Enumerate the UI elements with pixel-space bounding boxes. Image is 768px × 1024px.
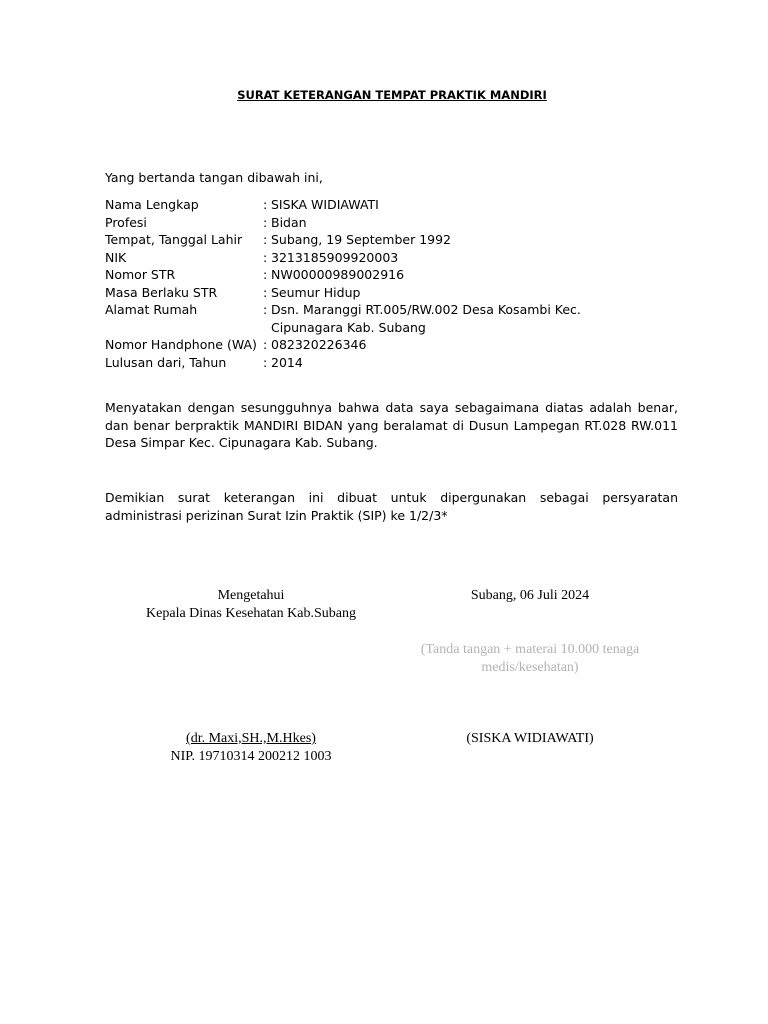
acknowledgement-label: Mengetahui: [217, 588, 285, 603]
field-colon: :: [263, 232, 268, 247]
field-row-masa-berlaku: [105, 284, 631, 302]
field-value: SISKA WIDIAWATI: [271, 197, 379, 212]
field-label: Profesi: [105, 214, 147, 230]
field-colon: :: [263, 197, 268, 212]
field-label: Nama Lengkap: [105, 197, 199, 212]
official-name: [130, 730, 372, 748]
field-value: Bidan: [271, 214, 307, 230]
field-label: Tempat, Tanggal Lahir: [105, 232, 243, 247]
field-value: 2014: [271, 354, 303, 370]
field-row-str: [105, 266, 631, 284]
field-row-ttl: [105, 231, 631, 249]
field-value: NW00000989002916: [271, 267, 405, 282]
signature-stamp-note: (Tanda tangan + materai 10.000 tenaga medis/kesehatan): [420, 642, 640, 675]
field-row-alamat: [105, 301, 631, 336]
place-date: Subang, 06 Juli 2024: [470, 588, 590, 603]
field-colon: :: [263, 337, 268, 352]
field-colon: :: [263, 249, 268, 265]
field-colon: :: [263, 284, 268, 300]
field-label: NIK: [105, 249, 127, 265]
intro-text: Yang bertanda tangan dibawah ini,: [105, 170, 323, 185]
field-row-lulusan: [105, 354, 631, 372]
field-value: 082320226346: [271, 337, 367, 352]
statement-paragraph: Menyatakan dengan sesungguhnya bahwa data saya sebagaimana diatas adalah benar, dan benar berpraktik MANDIRI BIDAN yang beralamat di Dusun Lampegan RT.028 RW.011 Desa Simpar Kec. Cipunagara Kab. Subang.: [105, 400, 678, 450]
field-colon: :: [263, 214, 268, 230]
field-label: Lulusan dari, Tahun: [105, 354, 227, 370]
field-colon: :: [263, 354, 268, 370]
field-value: Dsn. Maranggi RT.005/RW.002 Desa Kosambi Kec. Cipunagara Kab. Subang: [271, 302, 581, 335]
official-nip: NIP. 19710314 200212 1003: [170, 749, 332, 764]
field-row-profesi: [105, 214, 631, 232]
identity-fields: [105, 196, 631, 371]
official-title: Kepala Dinas Kesehatan Kab.Subang: [146, 606, 356, 621]
field-row-handphone: [105, 336, 631, 354]
closing-paragraph: Demikian surat keterangan ini dibuat untuk dipergunakan sebagai persyaratan administrasi perizinan Surat Izin Praktik (SIP) ke 1/2/3*: [105, 490, 678, 523]
field-label: Nomor STR: [105, 267, 176, 282]
field-colon: :: [263, 267, 268, 282]
field-colon: :: [263, 302, 268, 317]
field-label: Alamat Rumah: [105, 302, 198, 317]
signer-name: (SISKA WIDIAWATI): [466, 731, 594, 746]
official-name-text: (dr. Maxi,SH.,M.Hkes): [186, 731, 316, 746]
field-label: Masa Berlaku STR: [105, 284, 218, 300]
field-row-nama: [105, 196, 631, 214]
field-row-nik: [105, 249, 631, 267]
field-value: Subang, 19 September 1992: [271, 232, 452, 247]
field-label: Nomor Handphone (WA): [105, 337, 257, 352]
field-value: 3213185909920003: [271, 249, 399, 265]
document-title: SURAT KETERANGAN TEMPAT PRAKTIK MANDIRI: [237, 88, 547, 102]
field-value: Seumur Hidup: [271, 284, 361, 300]
